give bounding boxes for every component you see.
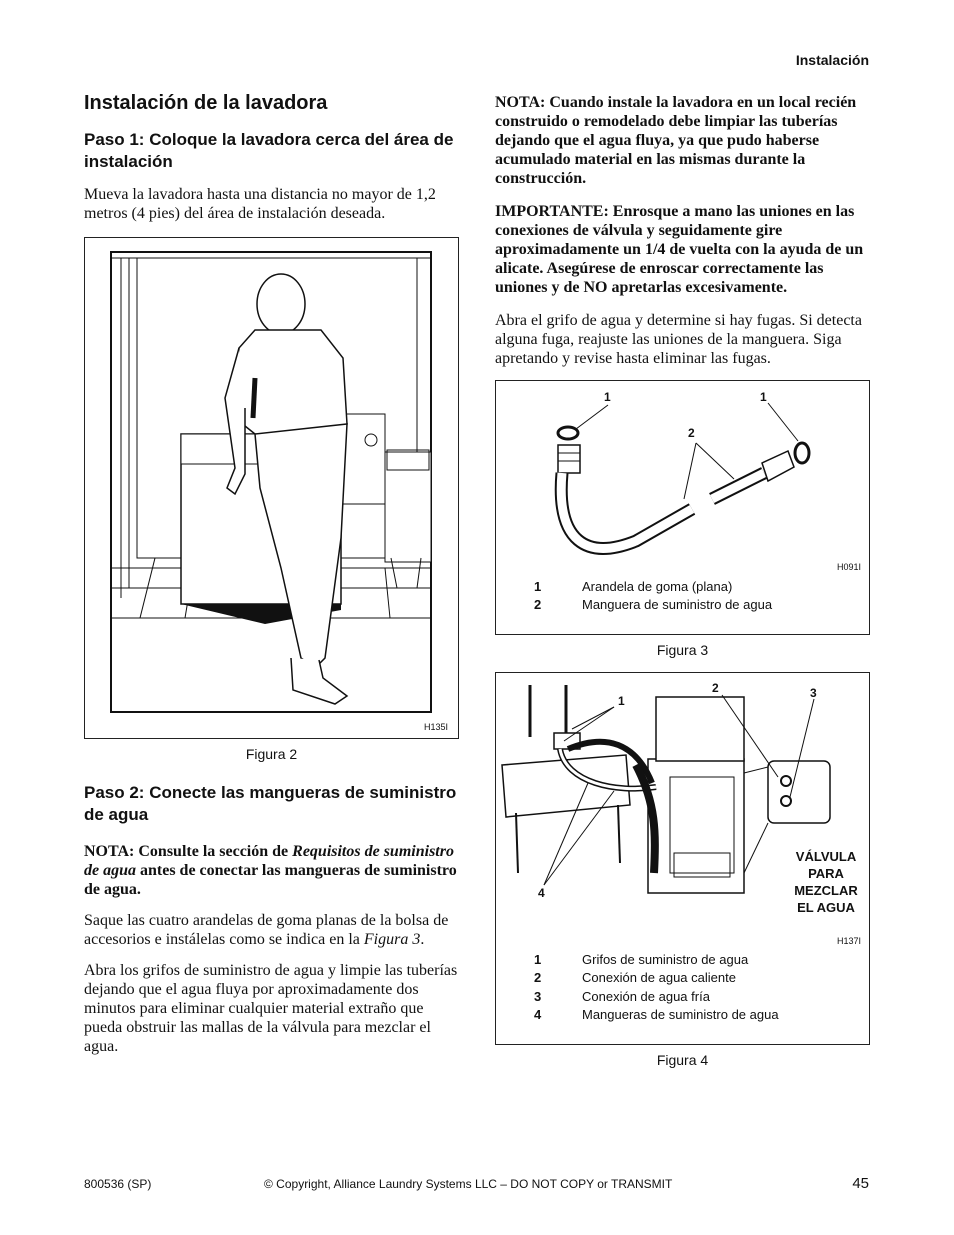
legend-row: 2 Conexión de agua caliente: [534, 970, 736, 986]
note-suffix: antes de conectar las mangueras de suministro de agua.: [84, 862, 457, 898]
page-title: Instalación de la lavadora: [84, 92, 328, 114]
doc-number: 800536 (SP): [84, 1177, 152, 1191]
leak-check-paragraph: Abra el grifo de agua y determine si hay fugas. Si detecta alguna fuga, reajuste las uniones de la manguera. Siga apretando y revise hasta eliminar las fugas.: [495, 312, 862, 367]
fig4-callout-3: 3: [810, 686, 817, 700]
fig3-legend: [534, 577, 772, 614]
step2-note: [84, 842, 459, 899]
legend-row: 2 Manguera de suministro de agua: [534, 597, 773, 613]
fig3-code: H091I: [836, 562, 861, 572]
step1-text: Mueva la lavadora hasta una distancia no mayor de 1,2 metros (4 pies) del área de instalación deseada.: [84, 186, 436, 222]
fig4-caption: Figura 4: [656, 1052, 709, 1068]
fig3-callout-1b: 1: [760, 390, 767, 404]
note-section-reference: Requisitos de suministro de agua: [84, 843, 454, 879]
flush-pipes-paragraph: Abra los grifos de suministro de agua y limpie las tuberías dejando que el agua fluya por aproximadamente dos minutos para eliminar cualquier material extraño que pueda obstruir las mallas de la válvula para mezclar el agua.: [84, 962, 458, 1055]
step2-title: Paso 2: Conecte las mangueras de suministro de agua: [84, 783, 457, 824]
section-header: Instalación: [795, 52, 869, 68]
fig4-code: H137I: [836, 936, 861, 946]
construction-note: NOTA: Cuando instale la lavadora en un local recién construido o remodelado debe limpiar las tuberías dejando que el agua fluya, ya que pudo haberse acumulado material en las mismas durante la construcción.: [495, 94, 857, 187]
fig3-callout-1a: 1: [604, 390, 611, 404]
figure-3: [495, 380, 870, 635]
fig4-callout-1: 1: [618, 694, 625, 708]
legend-row: 4 Mangueras de suministro de agua: [534, 1007, 779, 1023]
page-number: 45: [852, 1175, 869, 1192]
legend-row: 1 Arandela de goma (plana): [534, 578, 733, 594]
hose-washer-illustration: [496, 381, 869, 581]
left-column: [84, 92, 459, 1068]
figure-4: [495, 672, 870, 1045]
copyright-notice: © Copyright, Alliance Laundry Systems LLC – DO NOT COPY or TRANSMIT: [264, 1177, 673, 1191]
legend-row: 3 Conexión de agua fría: [534, 988, 710, 1004]
fig3-caption: Figura 3: [656, 642, 709, 658]
para1-text: Saque las cuatro arandelas de goma planas de la bolsa de accesorios e instálelas como se indica en la: [84, 912, 449, 948]
step1-title: Paso 1: Coloque la lavadora cerca del área de instalación: [84, 130, 454, 171]
fig2-caption: Figura 2: [245, 746, 298, 762]
para1-end: .: [420, 931, 425, 948]
fig2-code: H135I: [423, 722, 448, 732]
important-note: IMPORTANTE: Enrosque a mano las uniones en las conexiones de válvula y seguidamente gire aproximadamente un 1/4 de vuelta con la ayuda de un alicate. Asegúrese de enroscar correctamente las uniones y de NO apretarlas excesivamente.: [495, 203, 864, 296]
note-prefix: NOTA: Consulte la sección de: [84, 843, 293, 860]
fig3-callout-2: 2: [688, 426, 695, 440]
fig4-callout-4: 4: [538, 886, 545, 900]
right-column: [495, 93, 870, 1068]
fig4-legend: [534, 950, 779, 1024]
washer-installation-illustration: [85, 238, 458, 738]
legend-row: 1 Grifos de suministro de agua: [534, 951, 749, 967]
figure-3-reference: Figura 3: [363, 931, 421, 948]
figure-2: [84, 237, 459, 739]
valve-label: VÁLVULA PARA MEZCLAR EL AGUA: [794, 849, 858, 915]
fig4-callout-2: 2: [712, 681, 719, 695]
washer-install-paragraph: [84, 911, 459, 949]
